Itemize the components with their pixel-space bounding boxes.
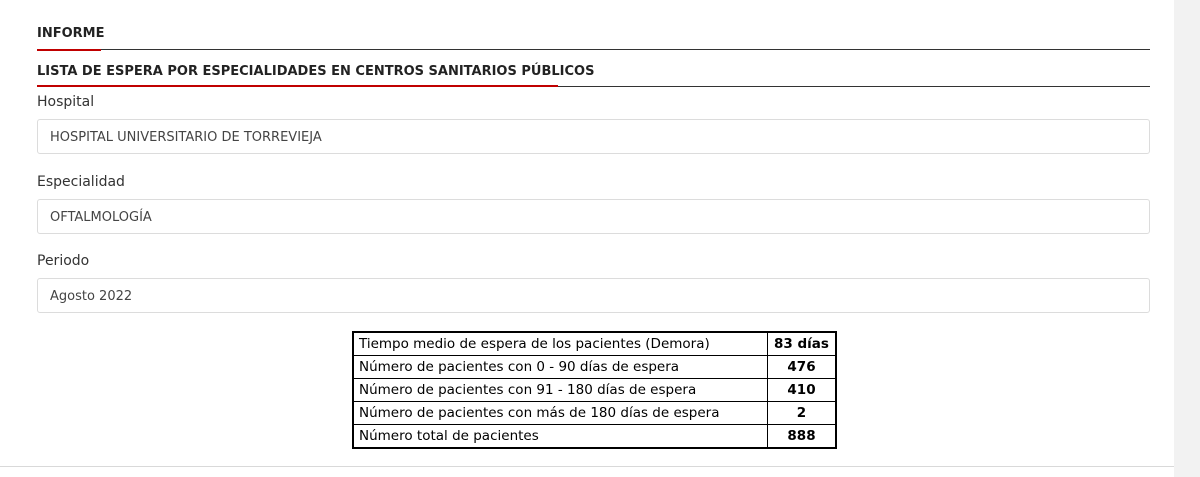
stat-label: Número total de pacientes — [353, 425, 768, 449]
table-row — [353, 402, 836, 425]
stat-label: Número de pacientes con 91 - 180 días de espera — [353, 379, 768, 402]
stat-value: 888 — [768, 425, 837, 449]
stat-value: 2 — [768, 402, 837, 425]
subsection-title: LISTA DE ESPERA POR ESPECIALIDADES EN CENTROS SANITARIOS PÚBLICOS — [37, 64, 595, 79]
stat-label: Número de pacientes con 0 - 90 días de espera — [353, 356, 768, 379]
hospital-input[interactable]: HOSPITAL UNIVERSITARIO DE TORREVIEJA — [37, 119, 1150, 154]
stat-value: 476 — [768, 356, 837, 379]
page-side-gutter — [1174, 0, 1200, 477]
hospital-label: Hospital — [37, 94, 95, 110]
waiting-list-stats-table — [352, 331, 837, 449]
section-rule — [37, 49, 1150, 50]
table-row — [353, 356, 836, 379]
section-title: INFORME — [37, 26, 105, 41]
stat-value: 83 días — [768, 332, 837, 356]
stat-label: Tiempo medio de espera de los pacientes (Demora) — [353, 332, 768, 356]
table-row — [353, 379, 836, 402]
lista-espera-header — [37, 51, 1150, 88]
subsection-accent-rule — [37, 85, 558, 87]
especialidad-field — [37, 172, 1150, 225]
page-bottom-divider — [0, 466, 1174, 467]
especialidad-input[interactable]: OFTALMOLOGÍA — [37, 199, 1150, 234]
informe-header — [37, 0, 1150, 51]
especialidad-label: Especialidad — [37, 174, 125, 190]
hospital-field — [37, 92, 1150, 145]
table-row — [353, 425, 836, 449]
stat-value: 410 — [768, 379, 837, 402]
report-content — [37, 0, 1150, 88]
table-row — [353, 332, 836, 356]
periodo-label: Periodo — [37, 253, 90, 269]
periodo-field — [37, 251, 1150, 304]
stat-label: Número de pacientes con más de 180 días de espera — [353, 402, 768, 425]
periodo-input[interactable]: Agosto 2022 — [37, 278, 1150, 313]
